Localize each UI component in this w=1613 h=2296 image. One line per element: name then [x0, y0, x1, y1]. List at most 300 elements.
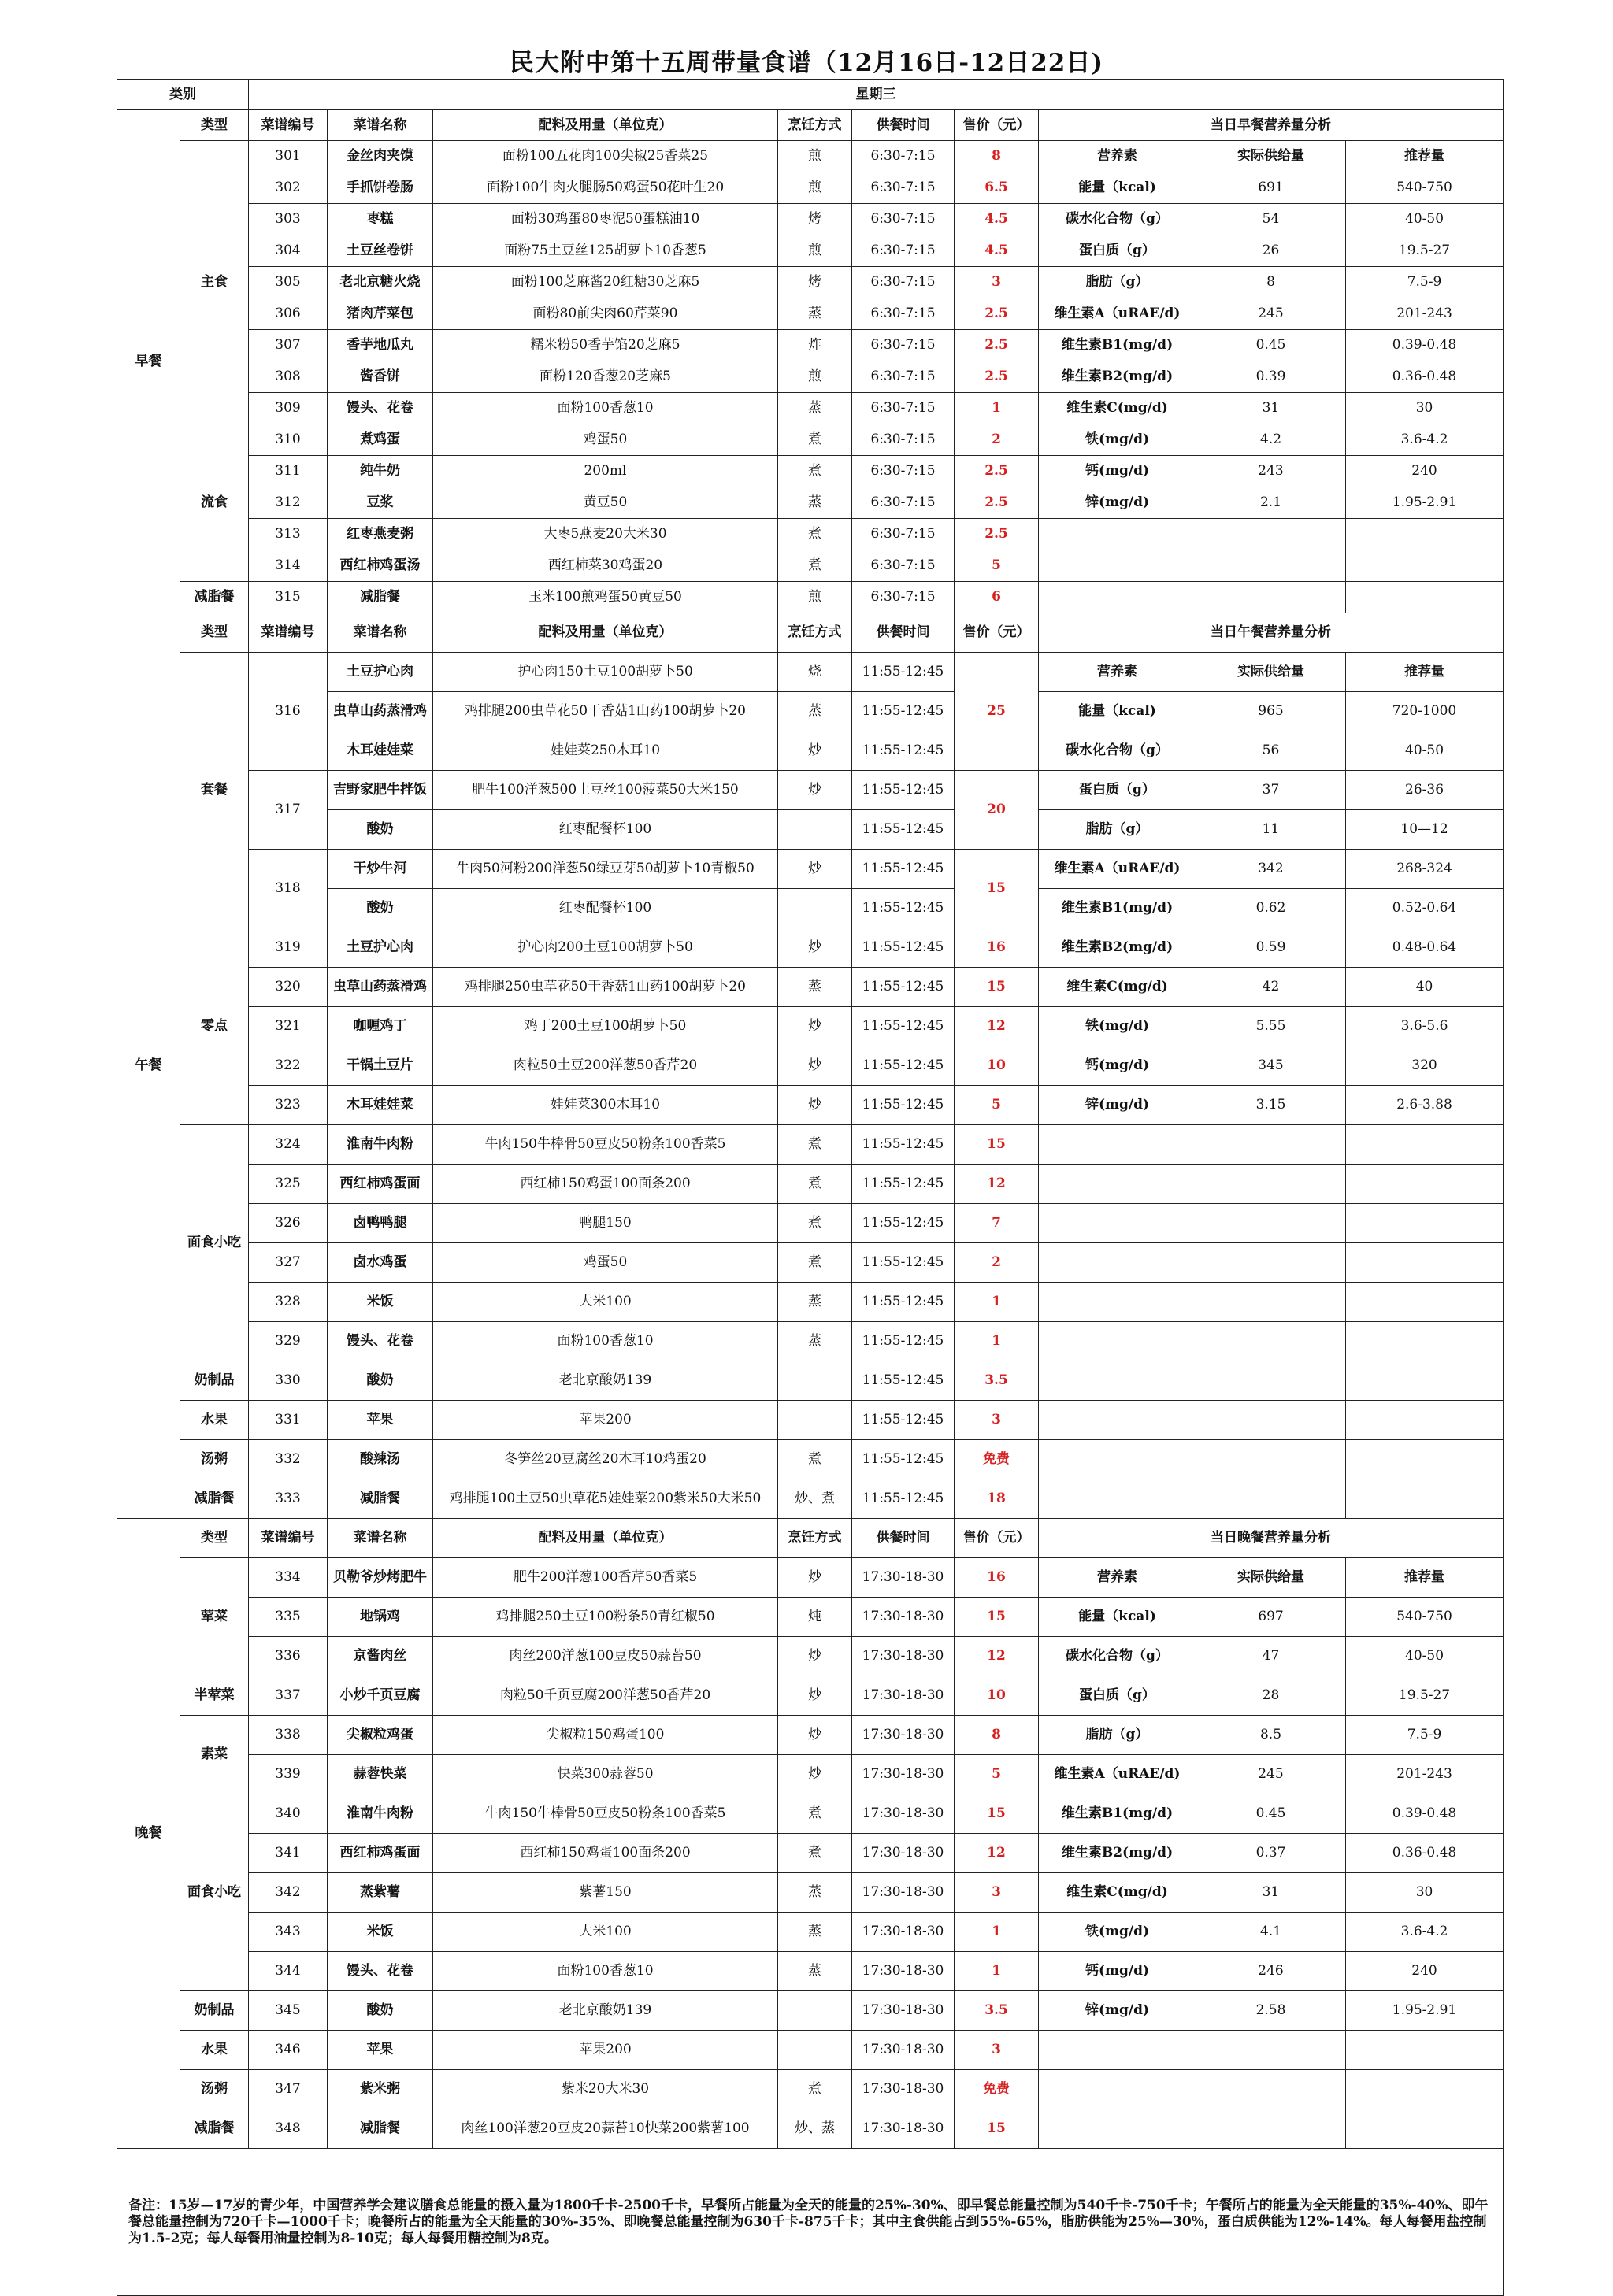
recipe-time: 6:30-7:15	[852, 141, 955, 172]
breakfast-nutrition-header: 当日早餐营养量分析	[1039, 110, 1504, 141]
recipe-time: 17:30-18-30	[852, 1755, 955, 1794]
recipe-name: 枣糕	[328, 204, 433, 235]
table-row	[117, 1479, 1504, 1519]
lunch-recipe-name-header: 菜谱名称	[328, 613, 433, 653]
recipe-cooking: 煮	[778, 1165, 852, 1204]
empty-cell	[1196, 2109, 1346, 2149]
table-row	[117, 2149, 1504, 2296]
recipe-cooking: 煮	[778, 424, 852, 456]
recipe-price: 7	[955, 1204, 1039, 1243]
recipe-name: 西红柿鸡蛋面	[328, 1834, 433, 1873]
nutrient-actual: 691	[1196, 172, 1346, 204]
category-header: 类别	[117, 80, 249, 110]
empty-cell	[1346, 1401, 1504, 1440]
nutrient-actual: 42	[1196, 968, 1346, 1007]
recipe-cooking: 煎	[778, 361, 852, 393]
dinner-time-header: 供餐时间	[852, 1519, 955, 1558]
recipe-cooking: 炒	[778, 1676, 852, 1716]
recipe-name: 老北京糖火烧	[328, 267, 433, 298]
recipe-name: 虫草山药蒸滑鸡	[328, 968, 433, 1007]
empty-cell	[1346, 2070, 1504, 2109]
recipe-price: 16	[955, 1558, 1039, 1598]
recipe-cooking: 炒	[778, 1755, 852, 1794]
nutrient-recommended: 40-50	[1346, 731, 1504, 771]
recipe-time: 6:30-7:15	[852, 550, 955, 582]
table-row	[117, 393, 1504, 424]
recipe-no: 335	[249, 1598, 328, 1637]
empty-cell	[1196, 1440, 1346, 1479]
recipe-no: 317	[249, 771, 328, 850]
table-row	[117, 267, 1504, 298]
nutrient-name: 能量（kcal)	[1039, 1598, 1196, 1637]
recipe-ingredients: 牛肉150牛棒骨50豆皮50粉条100香菜5	[433, 1125, 778, 1165]
recipe-name: 地锅鸡	[328, 1598, 433, 1637]
recipe-cooking	[778, 1361, 852, 1401]
nutrient-recommended: 26-36	[1346, 771, 1504, 810]
table-row	[117, 582, 1504, 613]
nutrient-name: 碳水化合物（g）	[1039, 1637, 1196, 1676]
recipe-ingredients: 肉粒50土豆200洋葱50香芹20	[433, 1046, 778, 1086]
nutrient-recommended: 40-50	[1346, 1637, 1504, 1676]
recipe-price: 免费	[955, 2070, 1039, 2109]
recipe-name: 馒头、花卷	[328, 393, 433, 424]
table-row	[117, 1086, 1504, 1125]
dinner-type-cell: 汤粥	[180, 2070, 249, 2109]
table-row	[117, 1952, 1504, 1991]
recipe-price: 8	[955, 141, 1039, 172]
empty-cell	[1039, 582, 1196, 613]
recipe-name: 吉野家肥牛拌饭	[328, 771, 433, 810]
recipe-no: 312	[249, 487, 328, 519]
nutrient-recommended: 30	[1346, 1873, 1504, 1913]
recipe-time: 11:55-12:45	[852, 1007, 955, 1046]
recipe-cooking	[778, 2031, 852, 2070]
recipe-name: 煮鸡蛋	[328, 424, 433, 456]
recipe-time: 17:30-18-30	[852, 1873, 955, 1913]
recipe-cooking: 炒	[778, 731, 852, 771]
recipe-no: 306	[249, 298, 328, 330]
table-row	[117, 361, 1504, 393]
breakfast-type-cell: 流食	[180, 424, 249, 582]
breakfast-ingredients-header: 配料及用量（单位克）	[433, 110, 778, 141]
recipe-price: 1	[955, 1913, 1039, 1952]
dinner-nutrition-col-header: 推荐量	[1346, 1558, 1504, 1598]
nutrient-recommended: 10—12	[1346, 810, 1504, 850]
recipe-time: 17:30-18-30	[852, 1991, 955, 2031]
day-header: 星期三	[249, 80, 1504, 110]
recipe-cooking: 炒、煮	[778, 1479, 852, 1519]
recipe-ingredients: 西红柿菜30鸡蛋20	[433, 550, 778, 582]
empty-cell	[1196, 1479, 1346, 1519]
recipe-price: 12	[955, 1165, 1039, 1204]
recipe-name: 馒头、花卷	[328, 1322, 433, 1361]
recipe-price: 6	[955, 582, 1039, 613]
recipe-price: 3.5	[955, 1991, 1039, 2031]
empty-cell	[1039, 2031, 1196, 2070]
recipe-no: 343	[249, 1913, 328, 1952]
recipe-cooking: 煮	[778, 1125, 852, 1165]
empty-cell	[1346, 1165, 1504, 1204]
recipe-time: 17:30-18-30	[852, 1834, 955, 1873]
lunch-nutrition-col-header: 推荐量	[1346, 653, 1504, 692]
lunch-type-cell: 汤粥	[180, 1440, 249, 1479]
recipe-time: 6:30-7:15	[852, 204, 955, 235]
recipe-name: 木耳娃娃菜	[328, 1086, 433, 1125]
recipe-cooking: 炸	[778, 330, 852, 361]
recipe-cooking: 炒	[778, 1046, 852, 1086]
empty-cell	[1039, 550, 1196, 582]
nutrient-name: 维生素A（uRAE/d)	[1039, 298, 1196, 330]
recipe-cooking: 炒	[778, 1007, 852, 1046]
table-row	[117, 1519, 1504, 1558]
recipe-cooking: 蒸	[778, 1873, 852, 1913]
recipe-cooking: 煎	[778, 235, 852, 267]
recipe-cooking: 炒	[778, 1716, 852, 1755]
recipe-cooking: 煮	[778, 1440, 852, 1479]
recipe-ingredients: 西红柿150鸡蛋100面条200	[433, 1165, 778, 1204]
empty-cell	[1196, 2031, 1346, 2070]
recipe-price: 3	[955, 267, 1039, 298]
recipe-no: 347	[249, 2070, 328, 2109]
recipe-name: 纯牛奶	[328, 456, 433, 487]
table-row	[117, 1007, 1504, 1046]
recipe-price: 2	[955, 424, 1039, 456]
breakfast-type-header: 类型	[180, 110, 249, 141]
empty-cell	[1196, 1165, 1346, 1204]
table-row	[117, 298, 1504, 330]
nutrient-name: 维生素B2(mg/d)	[1039, 361, 1196, 393]
table-row	[117, 653, 1504, 692]
table-row	[117, 456, 1504, 487]
recipe-ingredients: 苹果200	[433, 1401, 778, 1440]
empty-cell	[1346, 1322, 1504, 1361]
recipe-cooking: 煮	[778, 1243, 852, 1283]
recipe-ingredients: 面粉100五花肉100尖椒25香菜25	[433, 141, 778, 172]
table-row	[117, 330, 1504, 361]
table-row	[117, 1873, 1504, 1913]
recipe-price: 1	[955, 393, 1039, 424]
nutrient-recommended: 0.39-0.48	[1346, 1794, 1504, 1834]
nutrient-actual: 4.1	[1196, 1913, 1346, 1952]
nutrient-recommended: 201-243	[1346, 1755, 1504, 1794]
nutrient-name: 锌(mg/d)	[1039, 1991, 1196, 2031]
dinner-nutrition-col-header: 实际供给量	[1196, 1558, 1346, 1598]
recipe-no: 313	[249, 519, 328, 550]
nutrient-actual: 28	[1196, 1676, 1346, 1716]
recipe-price: 16	[955, 928, 1039, 968]
recipe-name: 豆浆	[328, 487, 433, 519]
nutrient-recommended: 0.52-0.64	[1346, 889, 1504, 928]
recipe-time: 11:55-12:45	[852, 1401, 955, 1440]
recipe-no: 318	[249, 850, 328, 928]
lunch-type-cell: 套餐	[180, 653, 249, 928]
nutrient-actual: 0.37	[1196, 1834, 1346, 1873]
recipe-cooking: 煮	[778, 2070, 852, 2109]
empty-cell	[1196, 1401, 1346, 1440]
recipe-price: 5	[955, 550, 1039, 582]
recipe-name: 干炒牛河	[328, 850, 433, 889]
recipe-price: 2.5	[955, 361, 1039, 393]
recipe-no: 331	[249, 1401, 328, 1440]
table-row	[117, 235, 1504, 267]
empty-cell	[1346, 2109, 1504, 2149]
nutrient-name: 碳水化合物（g）	[1039, 204, 1196, 235]
recipe-ingredients: 老北京酸奶139	[433, 1991, 778, 2031]
recipe-time: 6:30-7:15	[852, 456, 955, 487]
table-row	[117, 1755, 1504, 1794]
empty-cell	[1039, 1401, 1196, 1440]
nutrient-recommended: 7.5-9	[1346, 267, 1504, 298]
recipe-ingredients: 玉米100煎鸡蛋50黄豆50	[433, 582, 778, 613]
recipe-time: 6:30-7:15	[852, 487, 955, 519]
nutrient-name: 铁(mg/d)	[1039, 1007, 1196, 1046]
nutrient-actual: 245	[1196, 1755, 1346, 1794]
recipe-cooking: 炒	[778, 850, 852, 889]
table-row	[117, 1204, 1504, 1243]
recipe-no: 328	[249, 1283, 328, 1322]
nutrient-actual: 245	[1196, 298, 1346, 330]
recipe-price: 1	[955, 1322, 1039, 1361]
recipe-price: 12	[955, 1007, 1039, 1046]
empty-cell	[1346, 550, 1504, 582]
recipe-cooking: 煎	[778, 141, 852, 172]
recipe-time: 11:55-12:45	[852, 1283, 955, 1322]
recipe-cooking	[778, 1991, 852, 2031]
recipe-price: 1	[955, 1952, 1039, 1991]
nutrient-actual: 5.55	[1196, 1007, 1346, 1046]
nutrient-actual: 342	[1196, 850, 1346, 889]
empty-cell	[1346, 1440, 1504, 1479]
recipe-time: 6:30-7:15	[852, 267, 955, 298]
table-row	[117, 2070, 1504, 2109]
recipe-time: 6:30-7:15	[852, 330, 955, 361]
recipe-no: 327	[249, 1243, 328, 1283]
empty-cell	[1196, 1125, 1346, 1165]
recipe-time: 11:55-12:45	[852, 653, 955, 692]
empty-cell	[1039, 1125, 1196, 1165]
recipe-cooking: 蒸	[778, 1913, 852, 1952]
recipe-price: 2.5	[955, 456, 1039, 487]
recipe-no: 326	[249, 1204, 328, 1243]
recipe-time: 11:55-12:45	[852, 810, 955, 850]
breakfast-price-header: 售价（元）	[955, 110, 1039, 141]
dinner-nutrition-col-header: 营养素	[1039, 1558, 1196, 1598]
table-row	[117, 1598, 1504, 1637]
recipe-price: 10	[955, 1676, 1039, 1716]
recipe-time: 17:30-18-30	[852, 1676, 955, 1716]
dinner-price-header: 售价（元）	[955, 1519, 1039, 1558]
recipe-name: 手抓饼卷肠	[328, 172, 433, 204]
recipe-no: 339	[249, 1755, 328, 1794]
recipe-name: 苹果	[328, 2031, 433, 2070]
nutrient-actual: 0.59	[1196, 928, 1346, 968]
recipe-name: 土豆护心肉	[328, 653, 433, 692]
lunch-ingredients-header: 配料及用量（单位克）	[433, 613, 778, 653]
empty-cell	[1039, 1204, 1196, 1243]
recipe-ingredients: 面粉100香葱10	[433, 1952, 778, 1991]
dinner-recipe-name-header: 菜谱名称	[328, 1519, 433, 1558]
nutrient-name: 维生素B1(mg/d)	[1039, 1794, 1196, 1834]
breakfast-label: 早餐	[117, 110, 180, 613]
recipe-no: 341	[249, 1834, 328, 1873]
recipe-time: 11:55-12:45	[852, 1243, 955, 1283]
recipe-time: 11:55-12:45	[852, 1440, 955, 1479]
recipe-ingredients: 快菜300蒜蓉50	[433, 1755, 778, 1794]
recipe-cooking: 蒸	[778, 1283, 852, 1322]
table-row	[117, 1401, 1504, 1440]
breakfast-nutrition-col-header: 实际供给量	[1196, 141, 1346, 172]
recipe-cooking: 炖	[778, 1598, 852, 1637]
recipe-price: 2.5	[955, 487, 1039, 519]
recipe-price: 6.5	[955, 172, 1039, 204]
recipe-price: 1	[955, 1283, 1039, 1322]
recipe-name: 香芋地瓜丸	[328, 330, 433, 361]
table-row	[117, 1637, 1504, 1676]
empty-cell	[1346, 1243, 1504, 1283]
recipe-cooking: 煎	[778, 582, 852, 613]
recipe-ingredients: 肉丝200洋葱100豆皮50蒜苔50	[433, 1637, 778, 1676]
nutrient-recommended: 0.48-0.64	[1346, 928, 1504, 968]
nutrient-actual: 0.39	[1196, 361, 1346, 393]
table-row	[117, 1991, 1504, 2031]
recipe-price: 25	[955, 653, 1039, 771]
dinner-type-cell: 素菜	[180, 1716, 249, 1794]
recipe-time: 11:55-12:45	[852, 1125, 955, 1165]
table-row	[117, 613, 1504, 653]
recipe-ingredients: 大米100	[433, 1913, 778, 1952]
nutrient-actual: 0.62	[1196, 889, 1346, 928]
recipe-time: 11:55-12:45	[852, 889, 955, 928]
empty-cell	[1039, 1243, 1196, 1283]
recipe-cooking: 煮	[778, 1204, 852, 1243]
nutrient-name: 维生素B2(mg/d)	[1039, 1834, 1196, 1873]
lunch-time-header: 供餐时间	[852, 613, 955, 653]
recipe-no: 336	[249, 1637, 328, 1676]
nutrient-recommended: 720-1000	[1346, 692, 1504, 731]
recipe-name: 酸奶	[328, 1361, 433, 1401]
dinner-label: 晚餐	[117, 1519, 180, 2149]
nutrient-name: 锌(mg/d)	[1039, 1086, 1196, 1125]
recipe-name: 小炒千页豆腐	[328, 1676, 433, 1716]
nutrient-name: 维生素B1(mg/d)	[1039, 330, 1196, 361]
dinner-type-cell: 面食小吃	[180, 1794, 249, 1991]
empty-cell	[1039, 1479, 1196, 1519]
table-row	[117, 968, 1504, 1007]
recipe-cooking: 炒	[778, 1558, 852, 1598]
empty-cell	[1196, 1361, 1346, 1401]
recipe-name: 酸奶	[328, 1991, 433, 2031]
recipe-ingredients: 肥牛200洋葱100香芹50香菜5	[433, 1558, 778, 1598]
recipe-ingredients: 鸡排腿100土豆50虫草花5娃娃菜200紫米50大米50	[433, 1479, 778, 1519]
recipe-name: 猪肉芹菜包	[328, 298, 433, 330]
nutrient-actual: 26	[1196, 235, 1346, 267]
recipe-price: 15	[955, 850, 1039, 928]
recipe-ingredients: 鸡排腿200虫草花50干香菇1山药100胡萝卜20	[433, 692, 778, 731]
recipe-name: 减脂餐	[328, 1479, 433, 1519]
recipe-ingredients: 面粉100牛肉火腿肠50鸡蛋50花叶生20	[433, 172, 778, 204]
recipe-time: 6:30-7:15	[852, 519, 955, 550]
lunch-nutrition-header: 当日午餐营养量分析	[1039, 613, 1504, 653]
recipe-no: 325	[249, 1165, 328, 1204]
empty-cell	[1196, 1204, 1346, 1243]
nutrient-actual: 0.45	[1196, 1794, 1346, 1834]
recipe-no: 329	[249, 1322, 328, 1361]
recipe-ingredients: 大枣5燕麦20大米30	[433, 519, 778, 550]
recipe-price: 2.5	[955, 519, 1039, 550]
nutrient-name: 脂肪（g）	[1039, 1716, 1196, 1755]
empty-cell	[1196, 550, 1346, 582]
recipe-ingredients: 面粉100香葱10	[433, 393, 778, 424]
recipe-price: 12	[955, 1637, 1039, 1676]
nutrient-recommended: 40-50	[1346, 204, 1504, 235]
breakfast-cooking-header: 烹饪方式	[778, 110, 852, 141]
recipe-price: 5	[955, 1086, 1039, 1125]
recipe-no: 302	[249, 172, 328, 204]
recipe-time: 17:30-18-30	[852, 1637, 955, 1676]
recipe-price: 15	[955, 1794, 1039, 1834]
recipe-name: 紫米粥	[328, 2070, 433, 2109]
nutrient-actual: 37	[1196, 771, 1346, 810]
recipe-ingredients: 肉丝100洋葱20豆皮20蒜苔10快菜200紫薯100	[433, 2109, 778, 2149]
dinner-type-cell: 水果	[180, 2031, 249, 2070]
menu-table	[117, 79, 1504, 2296]
recipe-no: 321	[249, 1007, 328, 1046]
recipe-cooking: 煮	[778, 550, 852, 582]
table-row	[117, 1125, 1504, 1165]
recipe-time: 6:30-7:15	[852, 424, 955, 456]
dinner-recipe-no-header: 菜谱编号	[249, 1519, 328, 1558]
recipe-ingredients: 红枣配餐杯100	[433, 810, 778, 850]
empty-cell	[1346, 582, 1504, 613]
nutrient-actual: 11	[1196, 810, 1346, 850]
recipe-name: 土豆护心肉	[328, 928, 433, 968]
empty-cell	[1196, 519, 1346, 550]
recipe-ingredients: 苹果200	[433, 2031, 778, 2070]
recipe-name: 卤水鸡蛋	[328, 1243, 433, 1283]
nutrient-name: 维生素C(mg/d)	[1039, 968, 1196, 1007]
recipe-ingredients: 牛肉50河粉200洋葱50绿豆芽50胡萝卜10青椒50	[433, 850, 778, 889]
recipe-ingredients: 鸡排腿250虫草花50干香菇1山药100胡萝卜20	[433, 968, 778, 1007]
breakfast-type-cell: 主食	[180, 141, 249, 424]
nutrient-recommended: 201-243	[1346, 298, 1504, 330]
recipe-no: 320	[249, 968, 328, 1007]
empty-cell	[1039, 2109, 1196, 2149]
table-row	[117, 204, 1504, 235]
recipe-cooking: 烤	[778, 267, 852, 298]
dinner-type-cell: 减脂餐	[180, 2109, 249, 2149]
recipe-name: 苹果	[328, 1401, 433, 1440]
recipe-time: 11:55-12:45	[852, 850, 955, 889]
nutrient-name: 脂肪（g）	[1039, 810, 1196, 850]
recipe-no: 332	[249, 1440, 328, 1479]
recipe-price: 15	[955, 1598, 1039, 1637]
recipe-cooking: 炒	[778, 928, 852, 968]
table-row	[117, 519, 1504, 550]
recipe-price: 免费	[955, 1440, 1039, 1479]
dinner-cooking-header: 烹饪方式	[778, 1519, 852, 1558]
recipe-ingredients: 面粉100香葱10	[433, 1322, 778, 1361]
nutrient-recommended: 240	[1346, 1952, 1504, 1991]
recipe-time: 17:30-18-30	[852, 2070, 955, 2109]
recipe-cooking: 煮	[778, 456, 852, 487]
recipe-cooking: 蒸	[778, 1952, 852, 1991]
footnote: 备注：15岁—17岁的青少年，中国营养学会建议膳食总能量的摄入量为1800千卡-2500千卡，早餐所占能量为全天的能量的25%-30%、即早餐总能量控制为540千卡-750千卡；午餐所占的能量为全天能量的35%-40%、即午餐总能量控制为720千卡—1000千卡；晚餐所占的能量为全天能量的30%-35%、即晚餐总能量控制为630千卡-875千卡；其中主食供能占到55%-65%，脂肪供能为25%—30%，蛋白质供能为12%-14%。每人每餐用盐控制为1.5-2克；每人每餐用油量控制为8-10克；每人每餐用糖控制为8克。	[117, 2149, 1504, 2296]
recipe-time: 6:30-7:15	[852, 235, 955, 267]
nutrient-recommended: 40	[1346, 968, 1504, 1007]
empty-cell	[1039, 519, 1196, 550]
nutrient-name: 维生素C(mg/d)	[1039, 393, 1196, 424]
recipe-time: 17:30-18-30	[852, 1794, 955, 1834]
